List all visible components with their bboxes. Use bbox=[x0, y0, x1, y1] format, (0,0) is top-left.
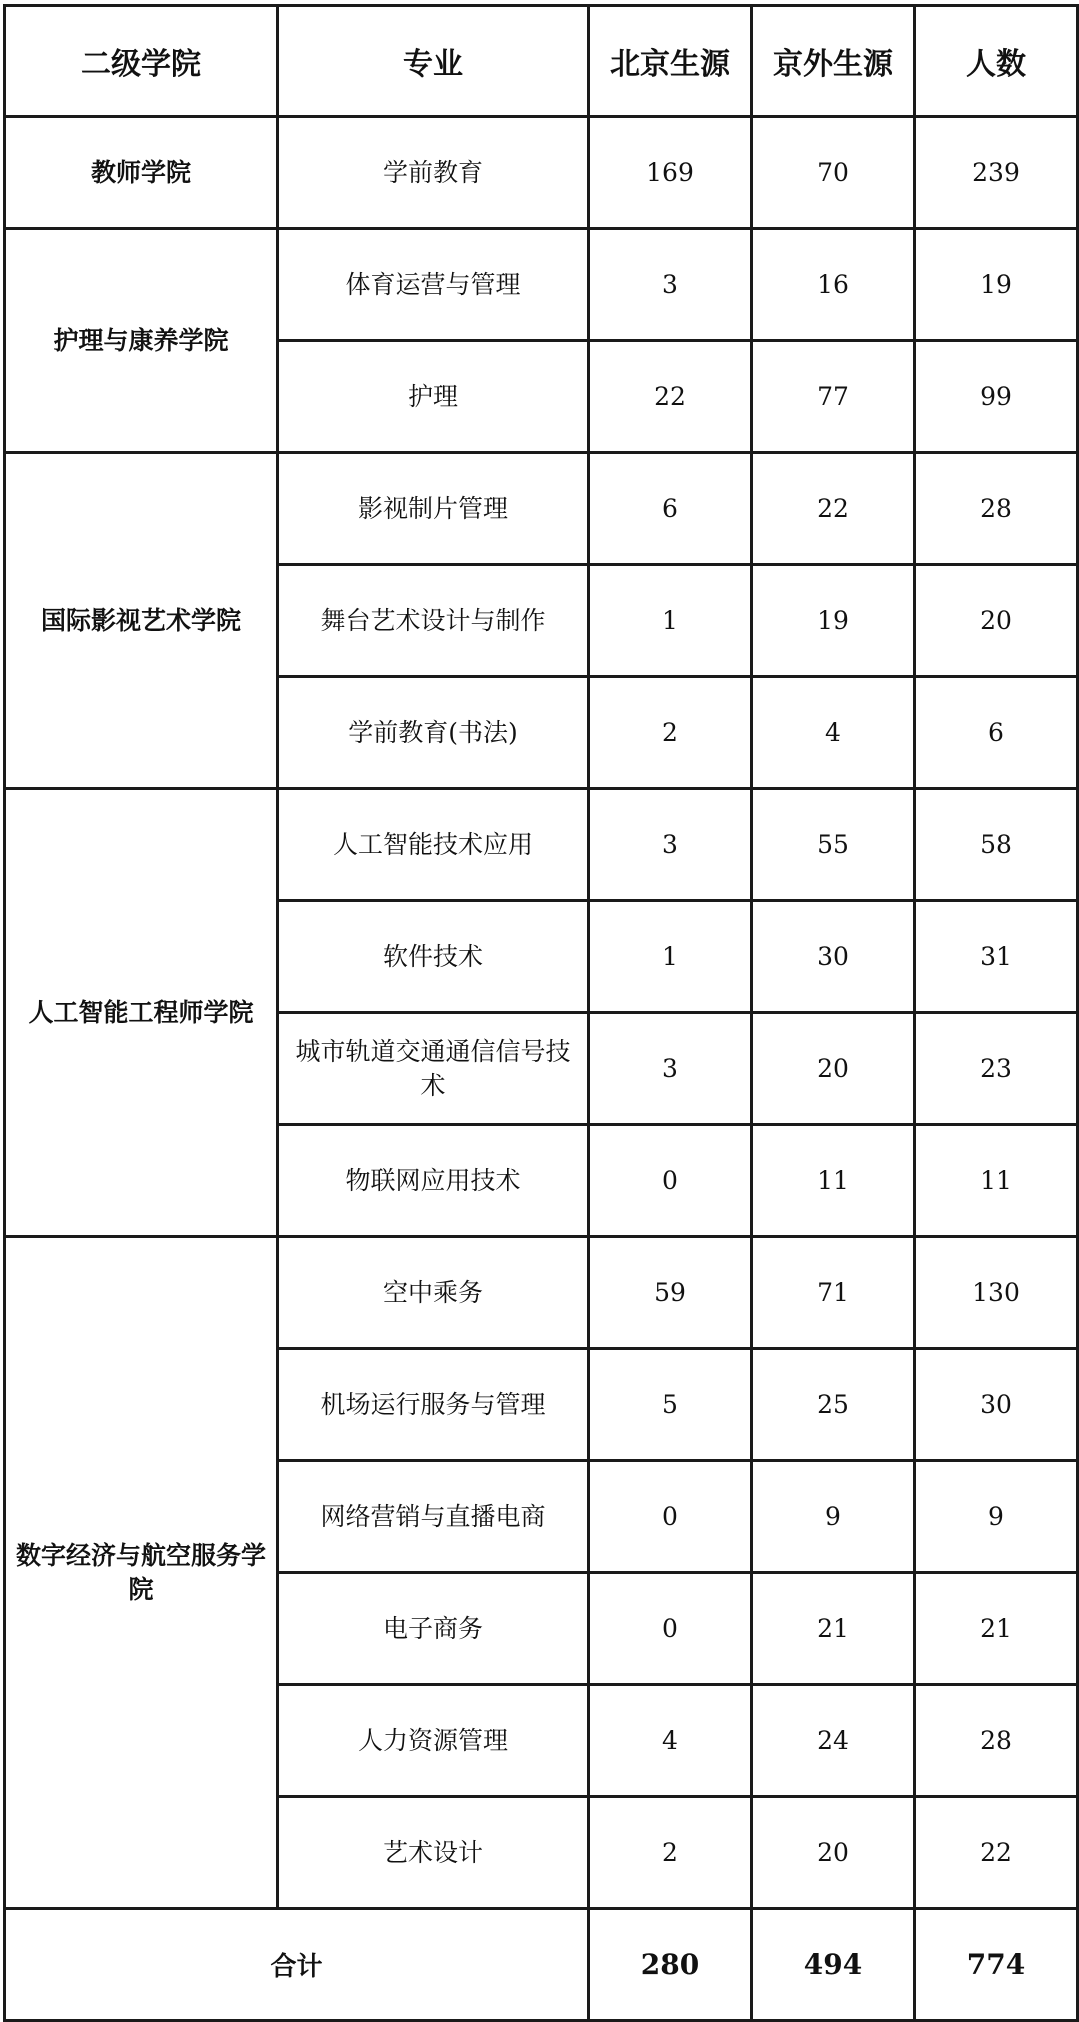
outside-count: 71 bbox=[752, 1237, 915, 1349]
total-all: 774 bbox=[915, 1909, 1078, 2021]
outside-count: 30 bbox=[752, 901, 915, 1013]
total-count: 28 bbox=[915, 453, 1078, 565]
total-label: 合计 bbox=[5, 1909, 589, 2021]
major-name: 电子商务 bbox=[278, 1573, 589, 1685]
beijing-count: 3 bbox=[589, 229, 752, 341]
outside-count: 25 bbox=[752, 1349, 915, 1461]
major-name: 学前教育 bbox=[278, 117, 589, 229]
total-count: 30 bbox=[915, 1349, 1078, 1461]
total-count: 23 bbox=[915, 1013, 1078, 1125]
outside-count: 77 bbox=[752, 341, 915, 453]
total-count: 99 bbox=[915, 341, 1078, 453]
college-name: 数字经济与航空服务学院 bbox=[5, 1237, 278, 1909]
beijing-count: 3 bbox=[589, 1013, 752, 1125]
outside-count: 11 bbox=[752, 1125, 915, 1237]
header-beijing: 北京生源 bbox=[589, 6, 752, 117]
beijing-count: 2 bbox=[589, 677, 752, 789]
beijing-count: 0 bbox=[589, 1573, 752, 1685]
college-name: 护理与康养学院 bbox=[5, 229, 278, 453]
beijing-count: 5 bbox=[589, 1349, 752, 1461]
outside-count: 22 bbox=[752, 453, 915, 565]
beijing-count: 169 bbox=[589, 117, 752, 229]
enrollment-table bbox=[3, 4, 1079, 2022]
beijing-count: 4 bbox=[589, 1685, 752, 1797]
outside-count: 24 bbox=[752, 1685, 915, 1797]
major-name: 艺术设计 bbox=[278, 1797, 589, 1909]
college-name: 人工智能工程师学院 bbox=[5, 789, 278, 1237]
beijing-count: 22 bbox=[589, 341, 752, 453]
total-count: 21 bbox=[915, 1573, 1078, 1685]
table-row bbox=[5, 453, 1078, 565]
major-name: 护理 bbox=[278, 341, 589, 453]
major-name: 影视制片管理 bbox=[278, 453, 589, 565]
total-count: 20 bbox=[915, 565, 1078, 677]
header-major: 专业 bbox=[278, 6, 589, 117]
major-name: 物联网应用技术 bbox=[278, 1125, 589, 1237]
total-count: 19 bbox=[915, 229, 1078, 341]
major-name: 空中乘务 bbox=[278, 1237, 589, 1349]
beijing-count: 0 bbox=[589, 1125, 752, 1237]
outside-count: 16 bbox=[752, 229, 915, 341]
college-name: 国际影视艺术学院 bbox=[5, 453, 278, 789]
major-name: 人力资源管理 bbox=[278, 1685, 589, 1797]
outside-count: 20 bbox=[752, 1013, 915, 1125]
beijing-count: 2 bbox=[589, 1797, 752, 1909]
total-outside: 494 bbox=[752, 1909, 915, 2021]
major-name: 舞台艺术设计与制作 bbox=[278, 565, 589, 677]
outside-count: 9 bbox=[752, 1461, 915, 1573]
major-name: 机场运行服务与管理 bbox=[278, 1349, 589, 1461]
beijing-count: 1 bbox=[589, 565, 752, 677]
total-count: 22 bbox=[915, 1797, 1078, 1909]
header-college: 二级学院 bbox=[5, 6, 278, 117]
total-count: 28 bbox=[915, 1685, 1078, 1797]
table-body bbox=[5, 117, 1078, 1909]
outside-count: 4 bbox=[752, 677, 915, 789]
major-name: 人工智能技术应用 bbox=[278, 789, 589, 901]
total-row bbox=[5, 1909, 1078, 2021]
table-row bbox=[5, 229, 1078, 341]
table-row bbox=[5, 117, 1078, 229]
total-count: 31 bbox=[915, 901, 1078, 1013]
college-name: 教师学院 bbox=[5, 117, 278, 229]
outside-count: 55 bbox=[752, 789, 915, 901]
total-count: 239 bbox=[915, 117, 1078, 229]
beijing-count: 1 bbox=[589, 901, 752, 1013]
beijing-count: 59 bbox=[589, 1237, 752, 1349]
table-row bbox=[5, 789, 1078, 901]
header-total: 人数 bbox=[915, 6, 1078, 117]
header-row bbox=[5, 6, 1078, 117]
total-count: 9 bbox=[915, 1461, 1078, 1573]
outside-count: 21 bbox=[752, 1573, 915, 1685]
total-count: 130 bbox=[915, 1237, 1078, 1349]
major-name: 软件技术 bbox=[278, 901, 589, 1013]
table-row bbox=[5, 1237, 1078, 1349]
major-name: 学前教育(书法) bbox=[278, 677, 589, 789]
outside-count: 20 bbox=[752, 1797, 915, 1909]
outside-count: 19 bbox=[752, 565, 915, 677]
total-beijing: 280 bbox=[589, 1909, 752, 2021]
beijing-count: 3 bbox=[589, 789, 752, 901]
major-name: 网络营销与直播电商 bbox=[278, 1461, 589, 1573]
outside-count: 70 bbox=[752, 117, 915, 229]
total-count: 6 bbox=[915, 677, 1078, 789]
header-outside: 京外生源 bbox=[752, 6, 915, 117]
major-name: 体育运营与管理 bbox=[278, 229, 589, 341]
beijing-count: 6 bbox=[589, 453, 752, 565]
total-count: 58 bbox=[915, 789, 1078, 901]
major-name: 城市轨道交通通信信号技术 bbox=[278, 1013, 589, 1125]
total-count: 11 bbox=[915, 1125, 1078, 1237]
beijing-count: 0 bbox=[589, 1461, 752, 1573]
